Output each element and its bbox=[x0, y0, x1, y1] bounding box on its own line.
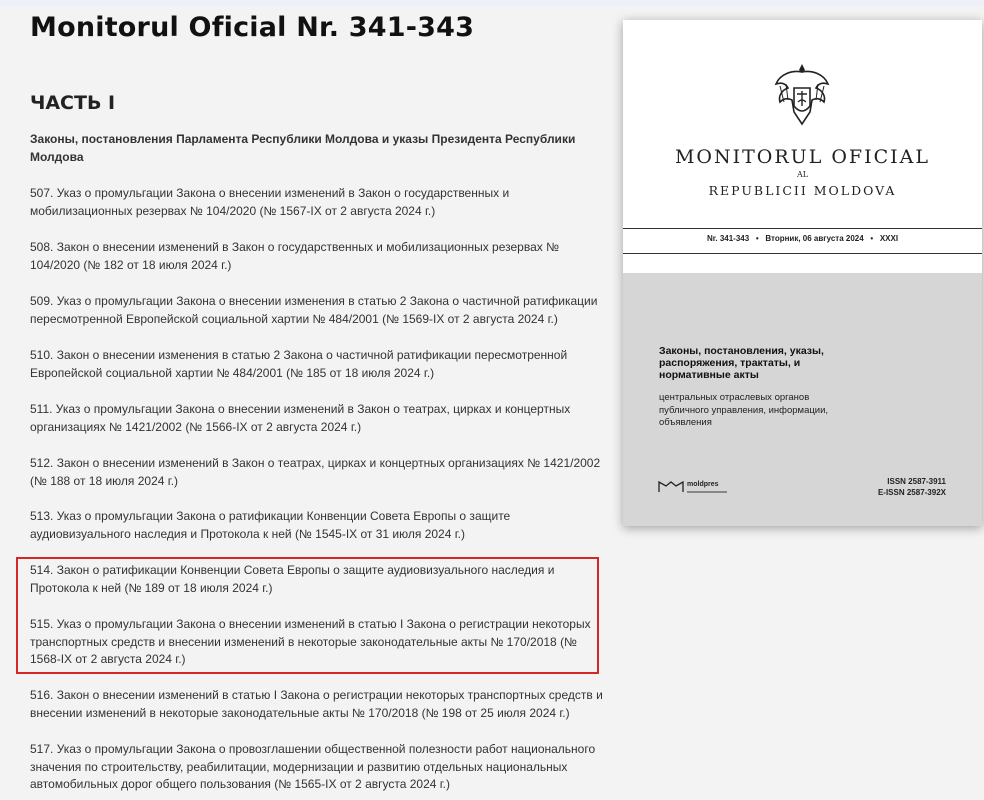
logo-underline bbox=[687, 491, 727, 493]
cover-title: MONITORUL OFICIAL bbox=[674, 146, 931, 168]
highlight-box bbox=[16, 557, 599, 674]
cover-al: AL bbox=[796, 170, 809, 179]
list-item-508[interactable]: 508. Закон о внесении изменений в Закон о государственных и мобилизационных резервах № 104/2020 (№ 182 от 18 июля 2024 г.) bbox=[30, 240, 559, 272]
list-item-513[interactable]: 513. Указ о промульгации Закона о ратификации Конвенции Совета Европы о защите аудиовизуального наследия и Протокола к ней (№ 1545-IX от 31 июля 2024 г.) bbox=[30, 509, 511, 541]
list-item-507[interactable]: 507. Указ о промульгации Закона о внесении изменений в Закон о государственных и мобилизационных резервах № 104/2020 (№ 1567-IX от 2 августа 2024 г.) bbox=[30, 186, 510, 218]
eissn: E-ISSN 2587-392X bbox=[877, 488, 946, 497]
list-item-516[interactable]: 516. Закон о внесении изменений в статью I Закона о регистрации некоторых транспортных средств и внесении изменений в некоторые законодательные акты № 170/2018 (№ 198 от 25 июля 2024 г.) bbox=[30, 688, 603, 720]
list-item-517[interactable]: 517. Указ о промульгации Закона о провозглашении общественной полезности работ национального значения по строительству, реабилитации, модернизации и развитию отдельных национальных автомобильных дорог общего пользования (№ 1565-IX от 2 августа 2024 г.) bbox=[30, 742, 596, 791]
list-item-514[interactable]: 514. Закон о ратификации Конвенции Совета Европы о защите аудиовизуального наследия и Протокола к ней (№ 189 от 18 июля 2024 г.) bbox=[30, 563, 555, 595]
list-item-510[interactable]: 510. Закон о внесении изменения в статью 2 Закона о частичной ратификации пересмотренной Европейской социальной хартии № 484/2001 (№ 185 от 18 июля 2024 г.) bbox=[30, 348, 568, 380]
cover-header bbox=[623, 20, 982, 273]
moldpres-logo-icon bbox=[658, 481, 684, 493]
cover-regular-text: центральных отраслевых органов публичного управления, информации, объявления bbox=[659, 392, 829, 428]
top-bar bbox=[0, 0, 984, 6]
part-heading: ЧАСТЬ I bbox=[30, 92, 116, 114]
list-item-509[interactable]: 509. Указ о промульгации Закона о внесении изменения в статью 2 Закона о частичной ратификации пересмотренной Европейской социальной хартии № 484/2001 (№ 1569-IX от 2 августа 2024 г.) bbox=[30, 294, 598, 326]
list-item-512[interactable]: 512. Закон о внесении изменений в Закон о театрах, цирках и концертных организациях № 1421/2002 (№ 188 от 18 июля 2024 г.) bbox=[30, 456, 601, 488]
cover-divider-top bbox=[623, 228, 982, 229]
section-heading: Законы, постановления Парламента Республики Молдова и указы Президента Республики Молдова bbox=[30, 132, 576, 164]
logo-text: moldpres bbox=[687, 481, 719, 488]
cover-divider-bottom bbox=[623, 253, 982, 254]
list-item-515[interactable]: 515. Указ о промульгации Закона о внесении изменений в статью I Закона о регистрации некоторых транспортных средств и внесении изменений в некоторые законодательные акты № 170/2018 (№ 1568-IX от 2 августа 2024 г.) bbox=[30, 617, 591, 666]
cover-republic: REPUBLICII MOLDOVA bbox=[708, 183, 897, 198]
issn-block bbox=[878, 476, 946, 498]
coat-of-arms-icon bbox=[772, 62, 832, 130]
cover-issue-info: Nr. 341-343 • Вторник, 06 августа 2024 • XXXI bbox=[706, 234, 899, 243]
list-item-511[interactable]: 511. Указ о промульгации Закона о внесении изменений в Закон о театрах, цирках и концертных организациях № 1421/2002 (№ 1566-IX от 2 августа 2024 г.) bbox=[30, 402, 571, 434]
page-title: Monitorul Oficial Nr. 341-343 bbox=[30, 12, 475, 43]
issn: ISSN 2587-3911 bbox=[887, 477, 946, 486]
journal-cover[interactable] bbox=[623, 20, 982, 526]
cover-bold-text: Законы, постановления, указы, распоряжения, трактаты, и нормативные акты bbox=[659, 345, 824, 381]
